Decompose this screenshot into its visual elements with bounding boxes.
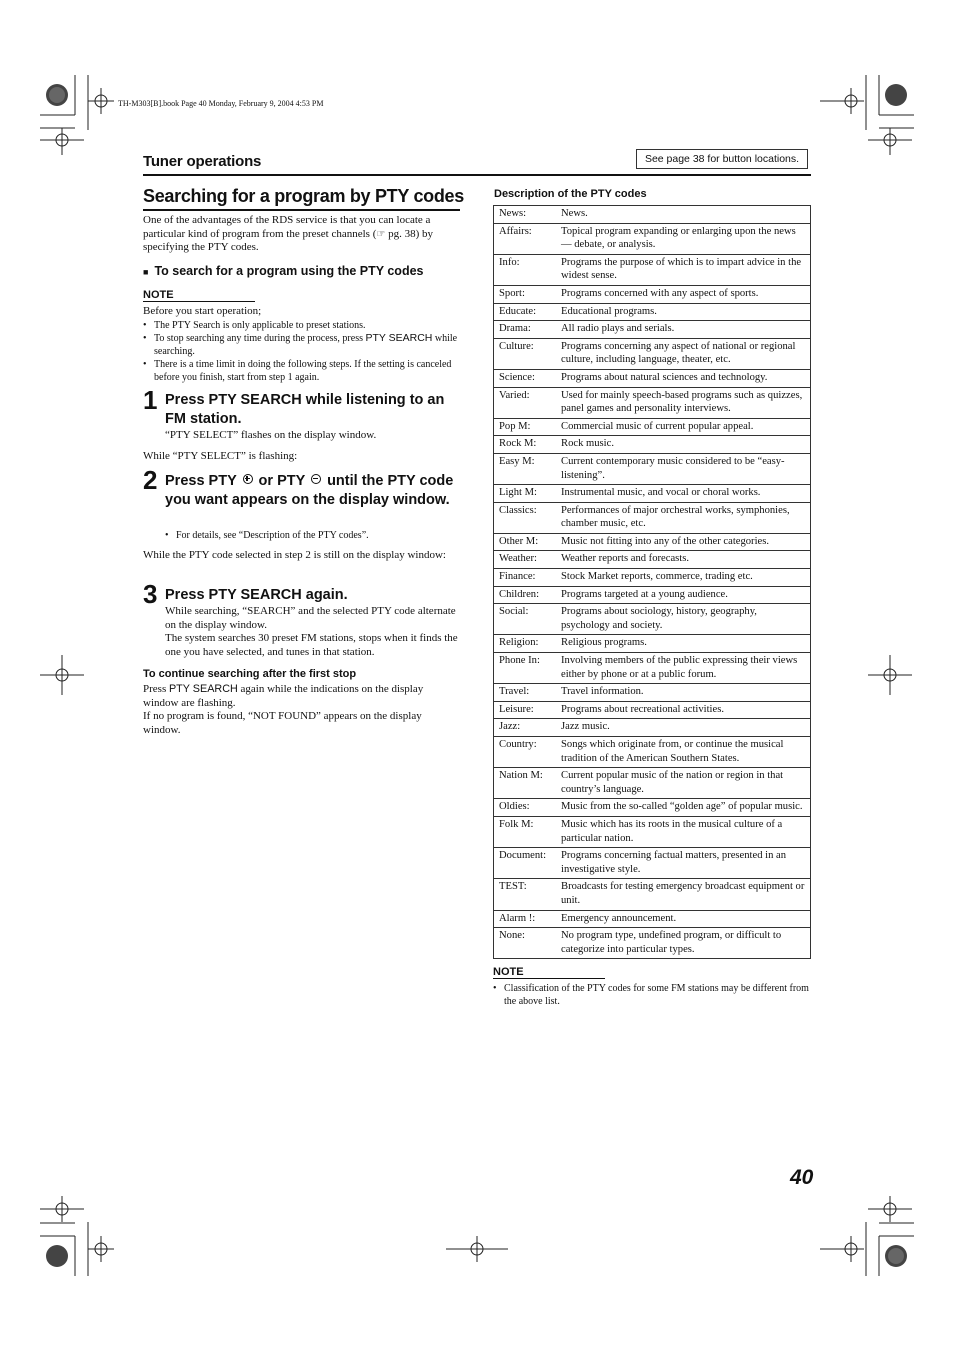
table-row bbox=[494, 737, 811, 768]
note-bullet: • There is a time limit in doing the following steps. If the setting is canceled before you finish, start from step 1 again. bbox=[143, 358, 461, 384]
table-row bbox=[494, 701, 811, 719]
pty-code: Phone In: bbox=[494, 653, 557, 684]
step-2-number: 2 bbox=[143, 465, 158, 495]
note-rule bbox=[493, 978, 605, 979]
continue-paragraph-1: Press PTY SEARCH again while the indications on the display window are flashing. bbox=[143, 683, 424, 709]
pty-description: Travel information. bbox=[556, 684, 811, 702]
step-3-title: Press PTY SEARCH again. bbox=[165, 587, 348, 603]
section-title: Tuner operations bbox=[143, 153, 262, 170]
pty-description: Music not fitting into any of the other categories. bbox=[556, 533, 811, 551]
pty-description: Programs about natural sciences and technology. bbox=[556, 369, 811, 387]
step-3-detail-1: While searching, “SEARCH” and the selected PTY code alternate on the display window. bbox=[165, 605, 456, 631]
pty-code: Culture: bbox=[494, 338, 557, 369]
pty-codes-table bbox=[493, 205, 811, 959]
table-row bbox=[494, 635, 811, 653]
pty-code: Weather: bbox=[494, 551, 557, 569]
table-row bbox=[494, 303, 811, 321]
step-2-detail bbox=[165, 529, 460, 542]
subheading: ■ To search for a program using the PTY codes bbox=[143, 264, 424, 278]
table-row bbox=[494, 653, 811, 684]
pty-code: Leisure: bbox=[494, 701, 557, 719]
pty-description: Emergency announcement. bbox=[556, 910, 811, 928]
note-bullet: • Classification of the PTY codes for some FM stations may be different from the above list. bbox=[493, 982, 811, 1008]
pointing-hand-icon: ☞ bbox=[376, 228, 386, 240]
pty-code: Document: bbox=[494, 848, 557, 879]
between-steps-1: While “PTY SELECT” is flashing: bbox=[143, 450, 298, 462]
table-row bbox=[494, 321, 811, 339]
table-row bbox=[494, 418, 811, 436]
step-1-title: Press PTY SEARCH while listening to an FM station. bbox=[165, 392, 445, 427]
step-2-bullet: • For details, see “Description of the PTY codes”. bbox=[165, 529, 460, 542]
pty-description: Programs targeted at a young audience. bbox=[556, 586, 811, 604]
table-row bbox=[494, 569, 811, 587]
pty-code: Folk M: bbox=[494, 816, 557, 847]
table-row bbox=[494, 206, 811, 224]
step-3-detail-2: The system searches 30 preset FM stations, stops when it finds the one you have selected, and tunes in that station. bbox=[165, 632, 458, 658]
note-rule bbox=[143, 301, 255, 302]
table-row bbox=[494, 254, 811, 285]
pty-description: Programs concerned with any aspect of sports. bbox=[556, 285, 811, 303]
table-row bbox=[494, 223, 811, 254]
see-page-box: See page 38 for button locations. bbox=[636, 149, 808, 169]
note-bullet: • The PTY Search is only applicable to preset stations. bbox=[143, 319, 461, 332]
intro-paragraph: One of the advantages of the RDS service is that you can locate a particular kind of program from the preset channels (☞ pg. 38) by specifying the PTY codes. bbox=[143, 214, 433, 254]
pty-code: Country: bbox=[494, 737, 557, 768]
table-row bbox=[494, 799, 811, 817]
table-row bbox=[494, 768, 811, 799]
pty-code: Rock M: bbox=[494, 436, 557, 454]
pty-code: Social: bbox=[494, 604, 557, 635]
pty-code: Nation M: bbox=[494, 768, 557, 799]
book-header-info: TH-M303[B].book Page 40 Monday, February 9, 2004 4:53 PM bbox=[118, 99, 324, 108]
table-row bbox=[494, 816, 811, 847]
pty-code: TEST: bbox=[494, 879, 557, 910]
table-row bbox=[494, 453, 811, 484]
pty-description: Instrumental music, and vocal or choral works. bbox=[556, 485, 811, 503]
table-row bbox=[494, 684, 811, 702]
pty-description: Current popular music of the nation or region in that country’s language. bbox=[556, 768, 811, 799]
table-row bbox=[494, 879, 811, 910]
pty-code: Affairs: bbox=[494, 223, 557, 254]
table-row bbox=[494, 928, 811, 959]
pty-description: Music from the so-called “golden age” of popular music. bbox=[556, 799, 811, 817]
pty-description: Music which has its roots in the musical culture of a particular nation. bbox=[556, 816, 811, 847]
step-3-detail bbox=[165, 605, 461, 659]
table-title: Description of the PTY codes bbox=[494, 188, 647, 200]
pty-description: Broadcasts for testing emergency broadcast equipment or unit. bbox=[556, 879, 811, 910]
note-bullet: • To stop searching any time during the process, press PTY SEARCH while searching. bbox=[143, 332, 461, 358]
continue-heading: To continue searching after the first stop bbox=[143, 668, 357, 680]
table-row bbox=[494, 910, 811, 928]
table-row bbox=[494, 485, 811, 503]
pty-description: Programs concerning any aspect of national or regional culture, including language, theater, etc. bbox=[556, 338, 811, 369]
table-row bbox=[494, 533, 811, 551]
between-steps-2: While the PTY code selected in step 2 is still on the display window: bbox=[143, 549, 446, 561]
pty-description: Current contemporary music considered to be “easy-listening”. bbox=[556, 453, 811, 484]
pty-down-icon bbox=[311, 474, 321, 484]
step-2-title: Press PTY or PTY until the PTY code you want appears on the display window. bbox=[165, 473, 454, 508]
pty-description: Rock music. bbox=[556, 436, 811, 454]
pty-description: Topical program expanding or enlarging upon the news — debate, or analysis. bbox=[556, 223, 811, 254]
note-bullets bbox=[143, 319, 461, 384]
pty-code: Easy M: bbox=[494, 453, 557, 484]
pty-code: Info: bbox=[494, 254, 557, 285]
note-label: NOTE bbox=[143, 289, 174, 301]
pty-code: Sport: bbox=[494, 285, 557, 303]
note-label: NOTE bbox=[493, 966, 524, 978]
pty-code: Pop M: bbox=[494, 418, 557, 436]
note-block-1 bbox=[143, 289, 255, 302]
title-rule bbox=[143, 209, 460, 211]
pty-up-icon bbox=[243, 474, 253, 484]
header-rule bbox=[143, 174, 811, 176]
continue-paragraph-2: If no program is found, “NOT FOUND” appears on the display window. bbox=[143, 710, 422, 736]
table-row bbox=[494, 551, 811, 569]
pty-code: Oldies: bbox=[494, 799, 557, 817]
pty-description: Commercial music of current popular appeal. bbox=[556, 418, 811, 436]
table-row bbox=[494, 848, 811, 879]
pty-code: News: bbox=[494, 206, 557, 224]
pty-description: Programs about sociology, history, geography, psychology and society. bbox=[556, 604, 811, 635]
pty-description: Performances of major orchestral works, symphonies, chamber music, etc. bbox=[556, 502, 811, 533]
pty-code: Jazz: bbox=[494, 719, 557, 737]
pty-description: Involving members of the public expressing their views either by phone or at a public forum. bbox=[556, 653, 811, 684]
pty-code: Religion: bbox=[494, 635, 557, 653]
table-row bbox=[494, 338, 811, 369]
pty-code: Educate: bbox=[494, 303, 557, 321]
table-row bbox=[494, 502, 811, 533]
note-lead: Before you start operation; bbox=[143, 305, 262, 317]
continue-text bbox=[143, 683, 461, 737]
pty-code: Travel: bbox=[494, 684, 557, 702]
table-row bbox=[494, 387, 811, 418]
pty-code: Alarm !: bbox=[494, 910, 557, 928]
table-row bbox=[494, 436, 811, 454]
pty-code: Varied: bbox=[494, 387, 557, 418]
pty-description: News. bbox=[556, 206, 811, 224]
pty-code: Science: bbox=[494, 369, 557, 387]
pty-code: Light M: bbox=[494, 485, 557, 503]
pty-description: All radio plays and serials. bbox=[556, 321, 811, 339]
pty-description: Programs concerning factual matters, presented in an investigative style. bbox=[556, 848, 811, 879]
table-row bbox=[494, 604, 811, 635]
table-row bbox=[494, 369, 811, 387]
pty-description: Educational programs. bbox=[556, 303, 811, 321]
pty-code: Classics: bbox=[494, 502, 557, 533]
step-1-number: 1 bbox=[143, 385, 158, 415]
pty-code: Children: bbox=[494, 586, 557, 604]
pty-code: Other M: bbox=[494, 533, 557, 551]
pty-description: Jazz music. bbox=[556, 719, 811, 737]
pty-code: Drama: bbox=[494, 321, 557, 339]
pty-description: Programs about recreational activities. bbox=[556, 701, 811, 719]
pty-description: Used for mainly speech-based programs such as quizzes, panel games and personality interviews. bbox=[556, 387, 811, 418]
pty-code: Finance: bbox=[494, 569, 557, 587]
table-row bbox=[494, 285, 811, 303]
step-3-number: 3 bbox=[143, 579, 158, 609]
table-row bbox=[494, 719, 811, 737]
pty-code: None: bbox=[494, 928, 557, 959]
pty-description: Programs the purpose of which is to impart advice in the widest sense. bbox=[556, 254, 811, 285]
page-number: 40 bbox=[790, 1166, 814, 1189]
pty-description: No program type, undefined program, or difficult to categorize into particular types. bbox=[556, 928, 811, 959]
pty-description: Songs which originate from, or continue the musical tradition of the American Southern States. bbox=[556, 737, 811, 768]
square-bullet-icon: ■ bbox=[143, 267, 149, 277]
pty-description: Stock Market reports, commerce, trading etc. bbox=[556, 569, 811, 587]
step-1-detail: “PTY SELECT” flashes on the display window. bbox=[165, 429, 377, 441]
note-2-text bbox=[493, 982, 811, 1008]
table-row bbox=[494, 586, 811, 604]
page-title: Searching for a program by PTY codes bbox=[143, 186, 464, 206]
note-block-2 bbox=[493, 966, 811, 1008]
pty-description: Religious programs. bbox=[556, 635, 811, 653]
pty-description: Weather reports and forecasts. bbox=[556, 551, 811, 569]
